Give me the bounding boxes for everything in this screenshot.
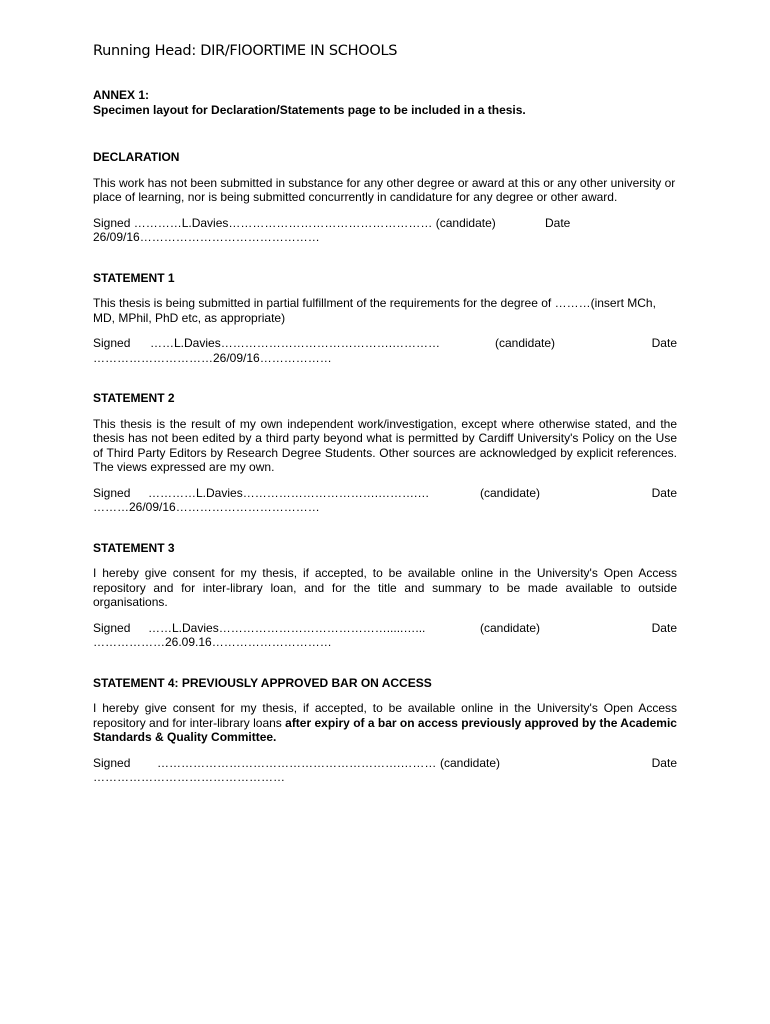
declaration-heading: DECLARATION bbox=[93, 150, 180, 164]
statement3-candidate: (candidate) bbox=[480, 620, 541, 635]
statement3-signature: ……L.Davies…………………………………….....…... bbox=[148, 620, 426, 635]
statement2-candidate: (candidate) bbox=[480, 485, 541, 500]
document-content bbox=[93, 88, 677, 785]
statement2-body: This thesis is the result of my own independent work/investigation, except where otherwise stated, and the thesis has not been edited by a third party beyond what is permitted by Cardiff University's Policy on the Use of Third Party Editors by Research Degree Students. Other sources are acknowledged by explicit references. The views expressed are my own. bbox=[93, 416, 677, 474]
declaration-signed: Signed …………L.Davies…………………………………………… (candidate) bbox=[93, 215, 496, 230]
statement4-signed-label: Signed bbox=[93, 755, 131, 770]
annex-title: ANNEX 1: bbox=[93, 88, 150, 102]
statement3-heading: STATEMENT 3 bbox=[93, 540, 175, 555]
statement4-body-plain: I hereby give consent for my thesis, if accepted, to be available online in the University's Open Access repository and for inter-library loans bbox=[93, 701, 677, 730]
statement1-signed-label: Signed bbox=[93, 336, 131, 350]
statement2-signature-line bbox=[93, 486, 677, 501]
statement1-heading: STATEMENT 1 bbox=[93, 270, 175, 285]
statement1-body: This thesis is being submitted in partial fulfillment of the requirements for the degree of ………(insert MCh, MD, MPhil, PhD etc, as appropriate) bbox=[93, 296, 656, 325]
annex-subtitle: Specimen layout for Declaration/Statements page to be included in a thesis. bbox=[93, 102, 526, 117]
statement1-date-label: Date bbox=[651, 336, 677, 350]
statement2-signed-label: Signed bbox=[93, 485, 131, 500]
declaration-date-line: 26/09/16……………………………………… bbox=[93, 230, 320, 244]
statement1-signature-line bbox=[93, 336, 677, 351]
statement1-date-line: …………………………26/09/16……………… bbox=[93, 350, 332, 365]
declaration-body: This work has not been submitted in substance for any other degree or award at this or any other university or place of learning, nor is being submitted concurrently in candidature for any degree or other award. bbox=[93, 175, 676, 204]
statement3-date-line: ………………26.09.16………………………… bbox=[93, 635, 332, 649]
statement4-date-label: Date bbox=[651, 755, 677, 770]
declaration-date-label: Date bbox=[545, 215, 571, 230]
statement1-candidate: (candidate) bbox=[495, 336, 556, 350]
statement2-date-line: ………26/09/16……………………………… bbox=[93, 500, 320, 514]
declaration-signature-line bbox=[93, 216, 677, 231]
statement4-signature-line bbox=[93, 756, 677, 771]
statement2-date-label: Date bbox=[651, 485, 677, 500]
statement3-body: I hereby give consent for my thesis, if accepted, to be available online in the University's Open Access repository and for inter-library loan, and for the title and summary to be made available to outside organisations. bbox=[93, 566, 677, 609]
statement2-signature: …………L.Davies…………………………….……….… bbox=[148, 485, 430, 500]
statement4-body-bold: after expiry of a bar on access previously approved by the Academic Standards & Quality Committee. bbox=[93, 715, 677, 744]
statement2-heading: STATEMENT 2 bbox=[93, 391, 175, 405]
statement3-signed-label: Signed bbox=[93, 620, 131, 635]
statement4-date-line: ………………………………………… bbox=[93, 770, 285, 784]
statement3-date-label: Date bbox=[651, 620, 677, 635]
statement4-heading: STATEMENT 4: PREVIOUSLY APPROVED BAR ON ACCESS bbox=[93, 675, 432, 690]
running-head: Running Head: DIR/FlOORTIME IN SCHOOLS bbox=[93, 43, 398, 59]
statement1-signature: ……L.Davies…………………………………….………… bbox=[150, 336, 441, 350]
statement4-signature: …………………………………………………….……… bbox=[157, 755, 437, 770]
statement4-candidate: (candidate) bbox=[440, 755, 501, 770]
statement4-body bbox=[93, 701, 677, 745]
statement3-signature-line bbox=[93, 621, 677, 636]
